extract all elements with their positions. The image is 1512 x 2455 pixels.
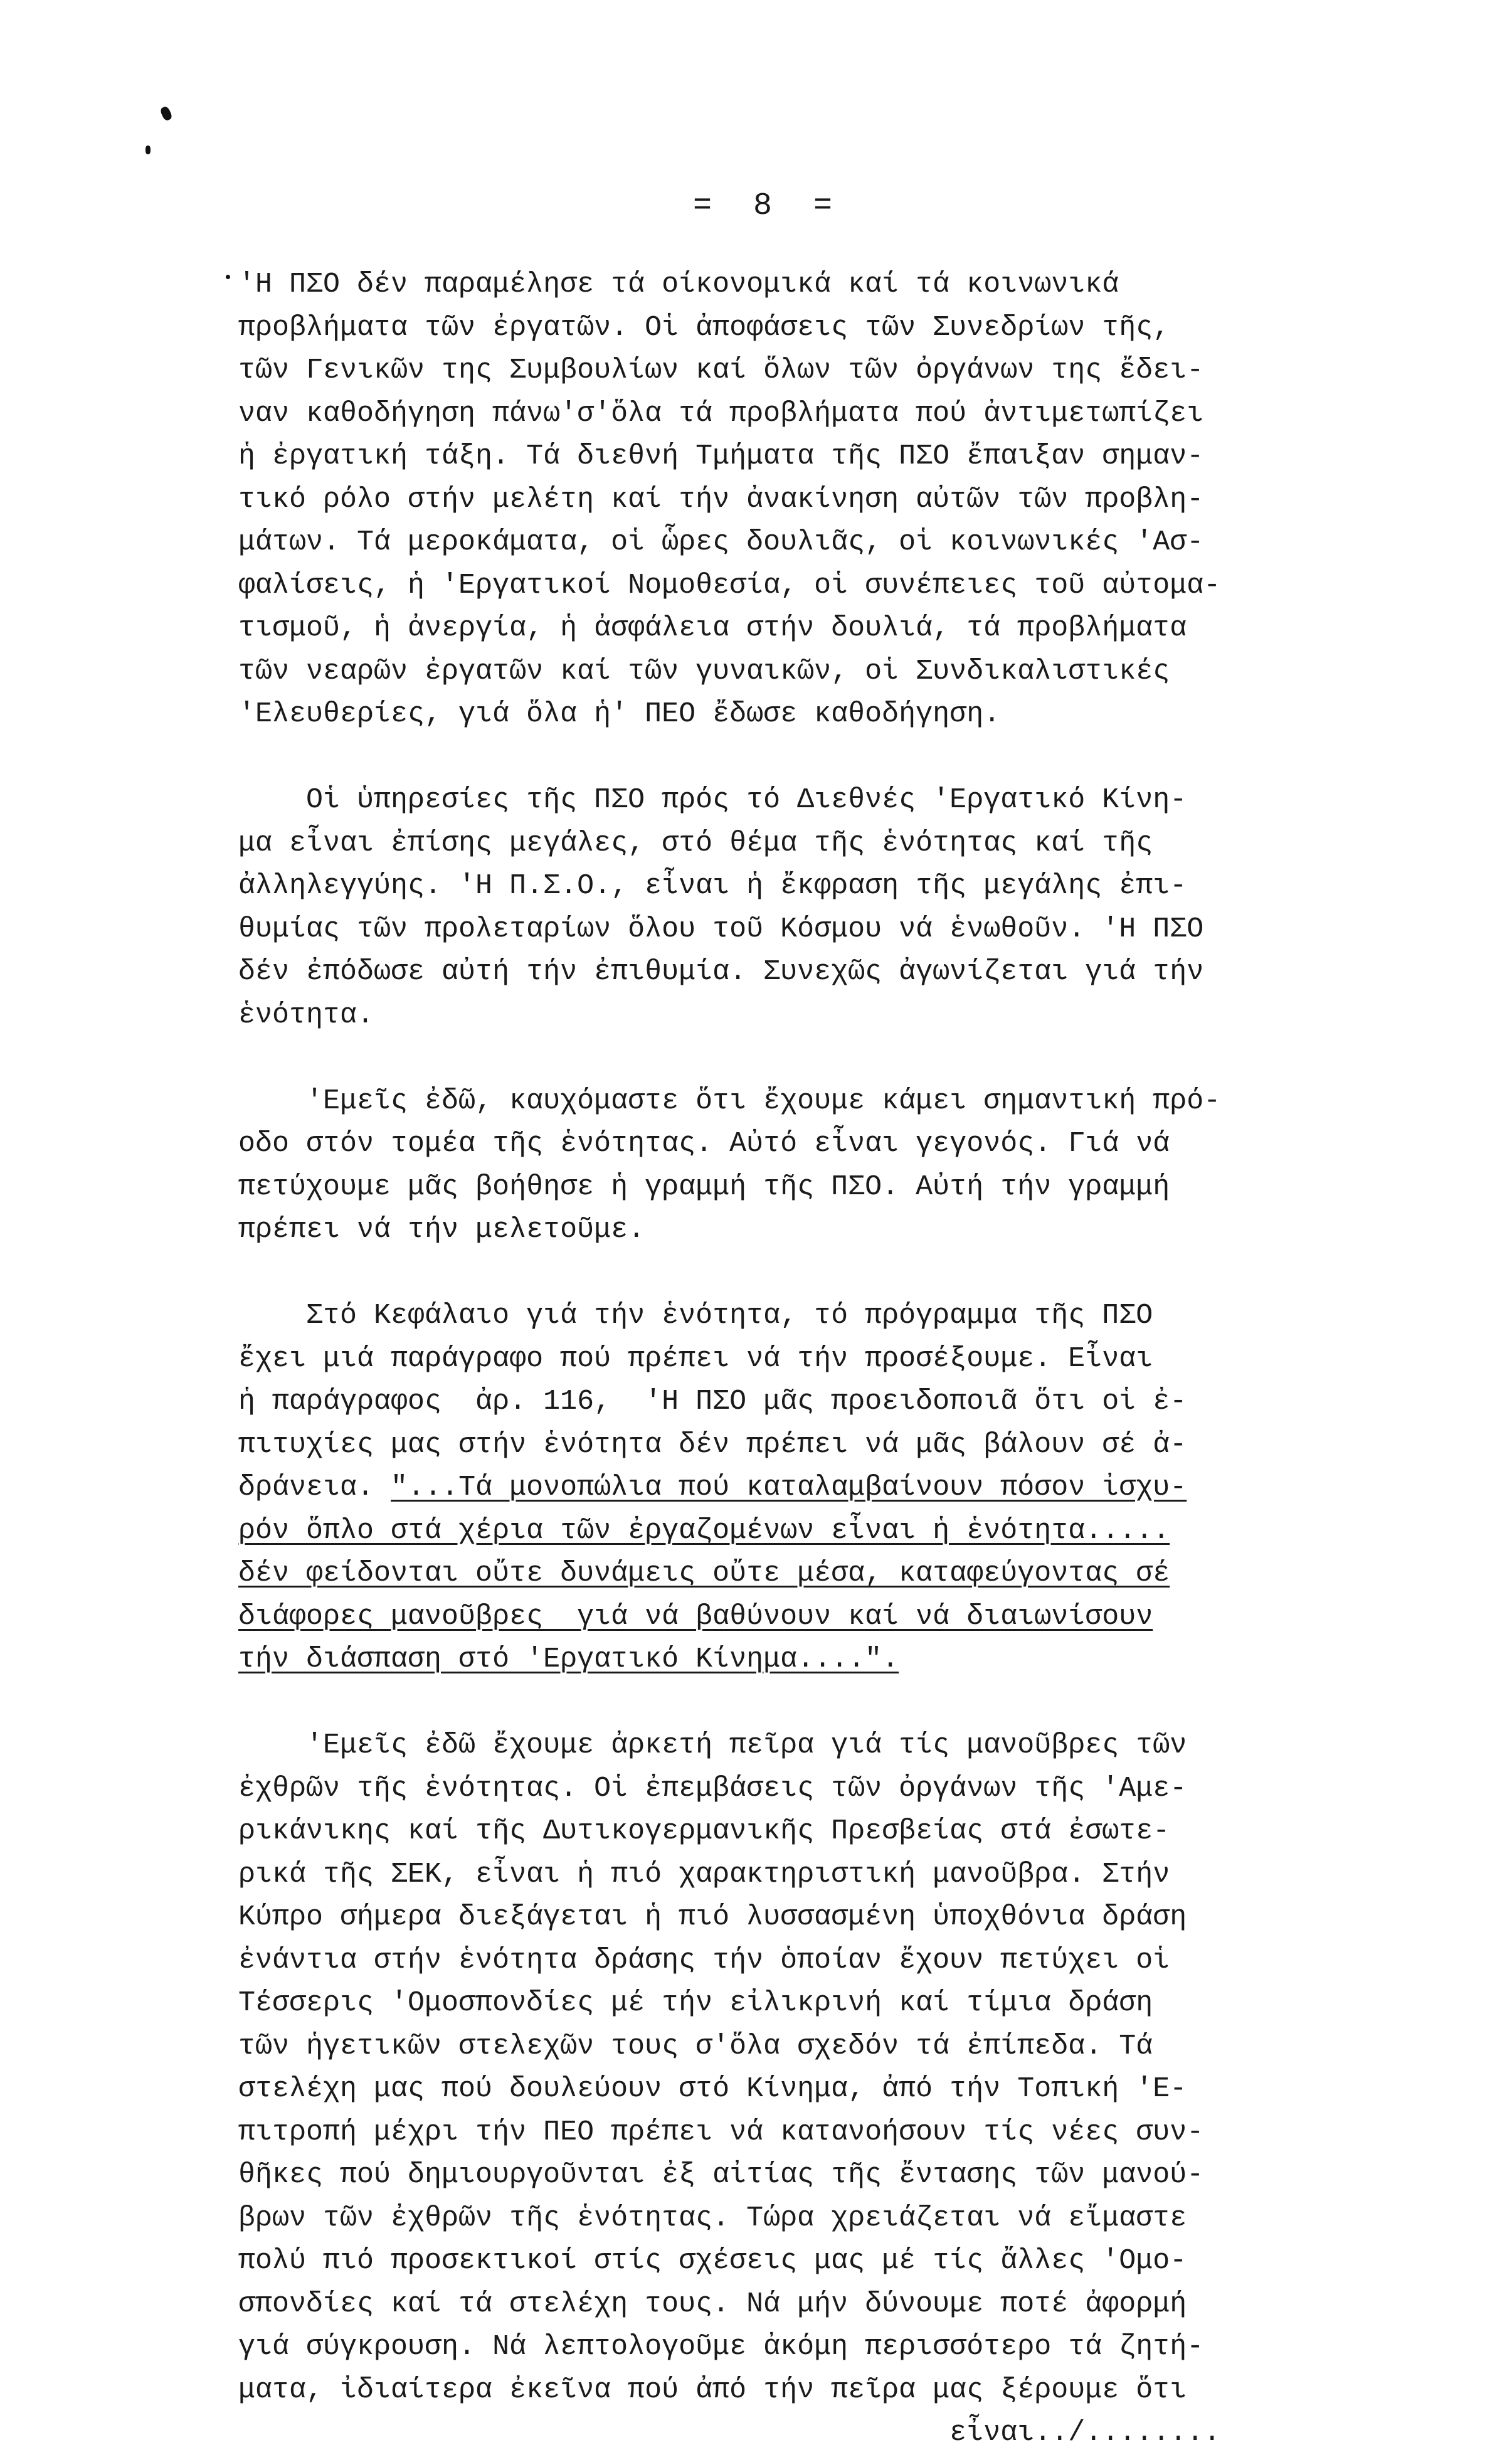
text-line: τῶν Γενικῶν της Συμβουλίων καί ὅλων τῶν ὀργάνων της ἔδει-	[238, 354, 1204, 386]
text-line: πετύχουμε μᾶς βοήθησε ἡ γραμμή τῆς ΠΣΟ. Αὐτή τήν γραμμή	[238, 1170, 1170, 1203]
text-line: πιτυχίες μας στήν ἑνότητα δέν πρέπει νά μᾶς βάλουν σέ ἀ-	[238, 1428, 1187, 1461]
paragraph-3	[238, 1080, 1467, 1252]
text-line: Κύπρο σήμερα διεξάγεται ἡ πιό λυσσασμένη ὑποχθόνια δράση	[238, 1901, 1187, 1933]
text-line: φαλίσεις, ἡ 'Εργατικοί Νομοθεσία, οἱ συνέπειες τοῦ αὐτομα-	[238, 569, 1221, 602]
page-number: = 8 =	[693, 188, 844, 224]
text-line: ἑνότητα.	[238, 999, 374, 1031]
text-line: 'Ελευθερίες, γιά ὅλα ἡ' ΠΕΟ ἔδωσε καθοδήγηση.	[238, 698, 1001, 730]
quote-line	[238, 1596, 1467, 1639]
text-line: μα εἶναι ἐπίσης μεγάλες, στό θέμα τῆς ἑνότητας καί τῆς	[238, 827, 1153, 859]
text-line: Οἱ ὑπηρεσίες τῆς ΠΣΟ πρός τό Διεθνές 'Εργατικό Κίνη-	[238, 784, 1187, 816]
text-line: Στό Κεφάλαιο γιά τήν ἑνότητα, τό πρόγραμμα τῆς ΠΣΟ	[238, 1300, 1153, 1332]
paragraph-gap	[238, 736, 1467, 780]
quote-text: ρόν ὅπλο στά χέρια τῶν ἐργαζομένων εἶναι ἡ ἑνότητα.....	[238, 1514, 1170, 1547]
paragraph-4	[238, 1295, 1467, 1682]
text-line: τικό ρόλο στήν μελέτη καί τήν ἀνακίνηση αὐτῶν τῶν προβλη-	[238, 483, 1204, 516]
continuation-line: εἶναι../........	[238, 2417, 1221, 2449]
quote-line	[238, 1552, 1467, 1596]
text-line: ἡ ἐργατική τάξη. Τά διεθνή Τμήματα τῆς ΠΣΟ ἔπαιξαν σημαν-	[238, 440, 1204, 472]
paragraph-1	[238, 263, 1467, 736]
text-line: 'Εμεῖς ἐδῶ ἔχουμε ἀρκετή πεῖρα γιά τίς μανοῦβρες τῶν	[238, 1729, 1187, 1761]
text-line: θυμίας τῶν προλεταρίων ὅλου τοῦ Κόσμου νά ἑνωθοῦν. 'Η ΠΣΟ	[238, 913, 1204, 945]
quote-text: τήν διάσπαση στό 'Εργατικό Κίνημα....".	[238, 1643, 899, 1675]
text-line-lead: δράνεια.	[238, 1471, 391, 1503]
text-line: σπονδίες καί τά στελέχη τους. Νά μήν δύνουμε ποτέ ἀφορμή	[238, 2288, 1187, 2320]
text-line: πιτροπή μέχρι τήν ΠΕΟ πρέπει νά κατανοήσουν τίς νέες συν-	[238, 2116, 1204, 2148]
text-line: πολύ πιό προσεκτικοί στίς σχέσεις μας μέ τίς ἄλλες 'Ομο-	[238, 2245, 1187, 2277]
body-text	[238, 263, 1467, 2455]
text-line: ἐνάντια στήν ἑνότητα δράσης τήν ὁποίαν ἔχουν πετύχει οἱ	[238, 1944, 1170, 1976]
text-line: 'Εμεῖς ἐδῶ, καυχόμαστε ὅτι ἔχουμε κάμει σημαντική πρό-	[238, 1084, 1221, 1117]
text-line: τισμοῦ, ἡ ἀνεργία, ἡ ἀσφάλεια στήν δουλιά, τά προβλήματα	[238, 612, 1187, 644]
text-line: προβλήματα τῶν ἐργατῶν. Οἱ ἀποφάσεις τῶν Συνεδρίων τῆς,	[238, 311, 1170, 344]
paragraph-gap	[238, 1037, 1467, 1080]
text-line: μάτων. Τά μεροκάματα, οἱ ὧρες δουλιᾶς, οἱ κοινωνικές 'Ασ-	[238, 526, 1204, 558]
ink-spot	[159, 105, 173, 122]
paragraph-2	[238, 779, 1467, 1037]
text-line	[238, 1466, 1467, 1510]
text-line: ἡ παράγραφος ἀρ. 116, 'Η ΠΣΟ μᾶς προειδοποιᾶ ὅτι οἱ ἐ-	[238, 1386, 1187, 1418]
ink-spot	[145, 146, 151, 154]
quote-text: διάφορες μανοῦβρες γιά νά βαθύνουν καί νά διαιωνίσουν	[238, 1600, 1153, 1633]
text-line: στελέχη μας πού δουλεύουν στό Κίνημα, ἀπό τήν Τοπική 'Ε-	[238, 2073, 1187, 2105]
text-line: τῶν νεαρῶν ἐργατῶν καί τῶν γυναικῶν, οἱ Συνδικαλιστικές	[238, 655, 1170, 687]
text-line: ρικά τῆς ΣΕΚ, εἶναι ἡ πιό χαρακτηριστική μανοῦβρα. Στήν	[238, 1858, 1170, 1890]
text-line: ἔχει μιά παράγραφο πού πρέπει νά τήν προσέξουμε. Εἶναι	[238, 1342, 1153, 1375]
text-line: 'Η ΠΣΟ δέν παραμέλησε τά οίκονομικά καί τά κοινωνικά	[238, 268, 1119, 300]
text-line: γιά σύγκρουση. Νά λεπτολογοῦμε ἀκόμη περισσότερο τά ζητή-	[238, 2331, 1204, 2363]
text-line: ρικάνικης καί τῆς Δυτικογερμανικῆς Πρεσβείας στά ἐσωτε-	[238, 1815, 1170, 1847]
text-line: ναν καθοδήγηση πάνω'σ'ὅλα τά προβλήματα πού ἀντιμετωπίζει	[238, 397, 1204, 430]
text-line: Τέσσερις 'Ομοσπονδίες μέ τήν εἰλικρινή καί τίμια δράση	[238, 1987, 1153, 2019]
text-line: οδο στόν τομέα τῆς ἑνότητας. Αὐτό εἶναι γεγονός. Γιά νά	[238, 1128, 1170, 1160]
text-line: τῶν ἡγετικῶν στελεχῶν τους σ'ὅλα σχεδόν τά ἐπίπεδα. Τά	[238, 2030, 1153, 2062]
text-line: ἀλληλεγγύης. 'Η Π.Σ.Ο., εἶναι ἡ ἔκφραση τῆς μεγάλης ἐπι-	[238, 870, 1187, 902]
paragraph-gap	[238, 1252, 1467, 1295]
paragraph-gap	[238, 1682, 1467, 1725]
paragraph-5	[238, 1724, 1467, 2455]
text-line: πρέπει νά τήν μελετοῦμε.	[238, 1214, 645, 1246]
text-line: ματα, ἰδιαίτερα ἐκεῖνα πού ἀπό τήν πεῖρα μας ξέρουμε ὅτι	[238, 2373, 1187, 2406]
quote-line	[238, 1638, 1467, 1682]
text-line: βρων τῶν ἐχθρῶν τῆς ἑνότητας. Τώρα χρειάζεται νά εἴμαστε	[238, 2202, 1187, 2234]
text-line: ἐχθρῶν τῆς ἑνότητας. Οἱ ἐπεμβάσεις τῶν ὀργάνων τῆς 'Αμε-	[238, 1772, 1187, 1805]
quote-text: δέν φείδονται οὔτε δυνάμεις οὔτε μέσα, καταφεύγοντας σέ	[238, 1557, 1170, 1589]
text-line: θῆκες πού δημιουργοῦνται ἐξ αἰτίας τῆς ἔντασης τῶν μανού-	[238, 2159, 1204, 2191]
text-line: δέν ἐπόδωσε αὐτή τήν ἐπιθυμία. Συνεχῶς ἀγωνίζεται γιά τήν	[238, 956, 1204, 988]
bullet-mark	[226, 275, 230, 279]
quote-line	[238, 1510, 1467, 1553]
quote-start: "...Τά μονοπώλια πού καταλαμβαίνουν πόσον ἰσχυ-	[391, 1471, 1187, 1503]
